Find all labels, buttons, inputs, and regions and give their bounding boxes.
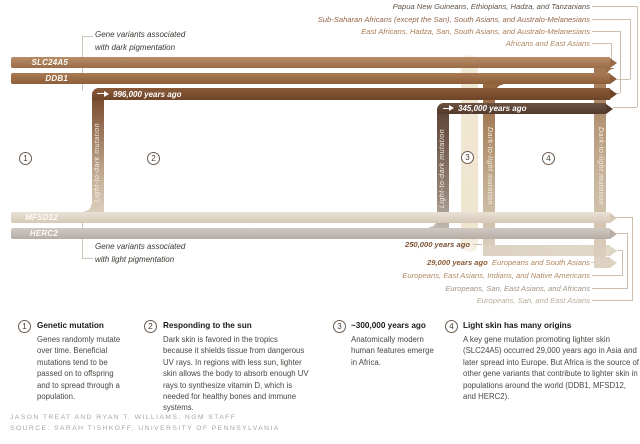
top-population-label-1: Papua New Guineans, Ethiopians, Hadza, and Tanzanians [392, 2, 590, 11]
note-4-heading: Light skin has many origins [463, 321, 572, 330]
mutation-250k-branch-label: Dark-to-light mutation [486, 127, 493, 205]
dark-bracket-label [95, 30, 185, 53]
slc24a5-bar [11, 57, 610, 68]
callout-line [632, 217, 633, 301]
callout-line [630, 19, 631, 79]
herc2-gene-label: HERC2 [29, 229, 58, 238]
callout-line [592, 43, 611, 44]
mfsd12-gene-label: MFSD12 [25, 213, 58, 222]
arrow-icon [610, 58, 617, 68]
note-1-heading: Genetic mutation [37, 321, 104, 330]
note-3-number: 3 [333, 320, 346, 333]
top-population-label-4: Africans and East Asians [505, 39, 590, 48]
flow-arrow-icon [449, 105, 454, 111]
callout-line [637, 6, 638, 107]
callout-line [617, 217, 632, 218]
mutation-29k-branch-label: Dark-to-light mutation [597, 127, 604, 205]
bottom-population-label-mfsd12: Europeans, San, and East Asians [476, 296, 590, 305]
callout-line [620, 31, 621, 93]
note-2-number: 2 [144, 320, 157, 333]
bottom-population-label-herc2: Europeans, San, East Asians, and Africans [445, 284, 590, 293]
note-4-number: 4 [445, 320, 458, 333]
arrow-icon [610, 229, 617, 239]
herc2-bar [11, 228, 610, 239]
marker-3: 3 [461, 151, 474, 164]
light-bracket-label [95, 242, 185, 265]
note-2-body: Dark skin is favored in the tropics because it shields tissue from dangerous UV rays. In regions with less sun, lighter skin allows the body to absorb enough UV rays to synthesize vitamin D, which is needed for healthy bones and immune systems. [163, 335, 309, 413]
mutation-345k-branch-label: Light-to-dark mutation [439, 128, 446, 208]
timeline-250k-label: 250,000 years ago [404, 240, 470, 249]
timeline-345k-label: 345,000 years ago [458, 104, 527, 113]
bottom-population-label-250k: Europeans, East Asians, Indians, and Native Americans [402, 271, 590, 280]
callout-line [592, 300, 632, 301]
light-bracket-line [82, 258, 93, 259]
callout-line [592, 275, 622, 276]
ddb1-gene-label: DDB1 [45, 74, 68, 83]
top-population-label-2: Sub-Saharan Africans (except the San), South Asians, and Australo-Melanesians [317, 15, 590, 24]
callout-line [617, 233, 627, 234]
light-bracket-label-line2: with light pigmentation [95, 255, 175, 264]
note-1-body: Genes randomly mutate over time. Beneficial mutations tend to be passed on to offspring and to spread through a population. [37, 335, 121, 402]
arrow-icon [610, 89, 617, 99]
ddb1-bar [11, 73, 610, 84]
flow-arrow-icon [104, 91, 109, 97]
arrow-icon [610, 246, 617, 256]
note-2-heading: Responding to the sun [163, 321, 252, 330]
arrow-icon [610, 74, 617, 84]
dark-bracket-label-line1: Gene variants associated [95, 30, 186, 39]
marker-1: 1 [19, 152, 32, 165]
callout-line [592, 288, 627, 289]
credits-line-1: JASON TREAT AND RYAN T. WILLIAMS, NGM STAFF [10, 414, 237, 421]
callout-line [473, 244, 482, 245]
callout-line [617, 250, 622, 251]
marker-2: 2 [147, 152, 160, 165]
arrow-icon [610, 258, 617, 268]
callout-line [622, 250, 623, 276]
slc24a5-gene-label: SLC24A5 [31, 58, 68, 67]
callout-line [592, 19, 630, 20]
marker-4: 4 [542, 152, 555, 165]
timeline-29k-population-label [250, 258, 590, 267]
credits-line-2: SOURCE: SARAH TISHKOFF, UNIVERSITY OF PENNSYLVANIA [10, 425, 280, 432]
note-4-body: A key gene mutation promoting lighter skin (SLC24A5) occurred 29,000 years ago in Asia and later spread into Europe. But Africa is the source of other gene variants that contribute to lighter skin in populations around the world (DDB1, MFSD12, and HERC2). [463, 335, 639, 402]
population-29k-label: Europeans and South Asians [491, 258, 590, 267]
mutation-996k-branch-label: Light-to-dark mutation [94, 122, 101, 202]
top-population-label-3: East Africans, Hadza, San, South Asians, and Australo-Melanesians [361, 27, 590, 36]
fillet-curve [84, 204, 92, 212]
note-3-body: Anatomically modern human features emerge in Africa. [351, 335, 434, 367]
mfsd12-bar [11, 212, 610, 223]
mutation-29k-branch-hook [594, 257, 610, 268]
callout-line [592, 6, 637, 7]
dark-bracket-line [82, 36, 93, 37]
callout-line [627, 233, 628, 289]
flow-tick [97, 93, 104, 94]
timeline-996k-label: 996,000 years ago [113, 90, 182, 99]
callout-line [617, 79, 630, 80]
dark-bracket-label-line2: with dark pigmentation [95, 43, 176, 52]
light-bracket-label-line1: Gene variants associated [95, 242, 186, 251]
arrow-icon [606, 104, 613, 114]
callout-line [592, 31, 620, 32]
callout-line [613, 107, 637, 108]
note-3-heading: ~300,000 years ago [351, 321, 426, 330]
arrow-icon [610, 213, 617, 223]
note-1-number: 1 [18, 320, 31, 333]
mutation-250k-branch-horizontal [483, 245, 610, 256]
timeline-29k-label: 29,000 years ago [426, 258, 488, 267]
